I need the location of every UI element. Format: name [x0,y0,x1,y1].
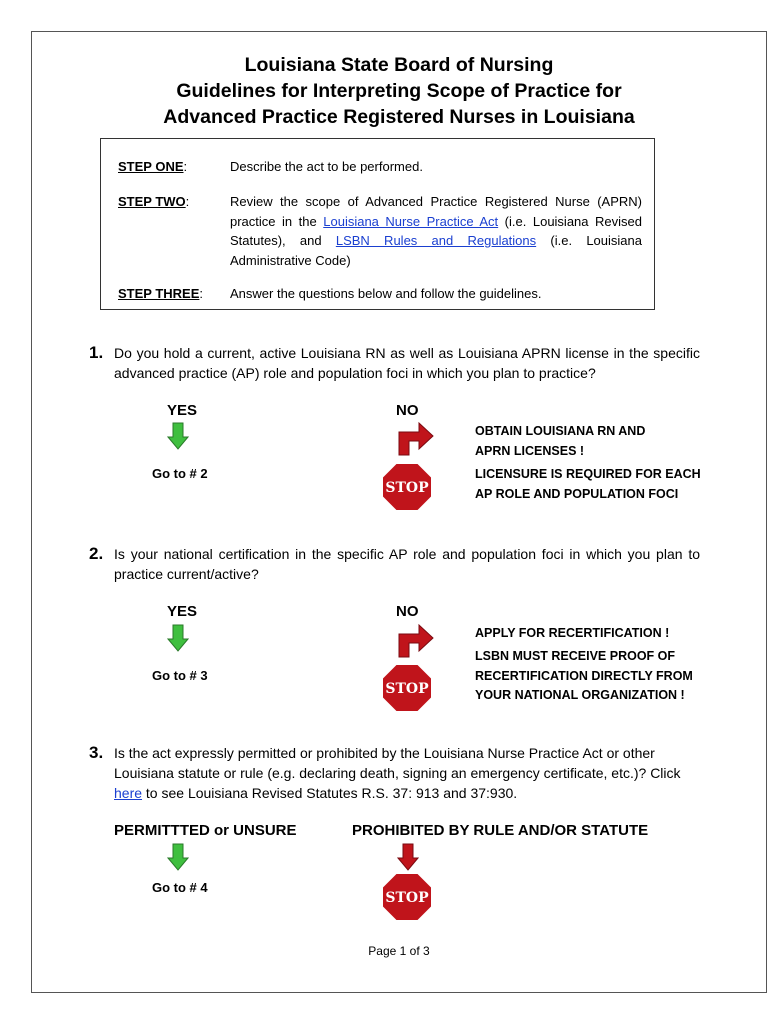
page-title [31,52,767,130]
steps-box: STEP ONE: Describe the act to be performed. STEP TWO: Review the scope of Advanced Practice Registered Nurse (APRN) practice in the Louisiana Nurse Practice Act (i.e. Louisiana Revised Statutes), and LSBN Rules and Regulations (i.e. Louisiana Administrative Code) STEP THREE: Answer the questions below and follow the guidelines. [100,138,655,310]
here-link[interactable]: here [114,785,143,801]
step-two-text: Review the scope of Advanced Practice Registered Nurse (APRN) practice in the Louisiana Nurse Practice Act (i.e. Louisiana Revised Statutes), and LSBN Rules and Regulations (i.e. Louisiana Administrative Code) [230,194,642,268]
q3-prohibited-label: PROHIBITED BY RULE AND/OR STATUTE [352,822,649,839]
question-1 [90,343,700,383]
stop-sign-text: STOP [385,681,429,697]
q2-no-label: NO [396,603,419,620]
red-turn-arrow-icon [393,618,435,658]
green-down-arrow-icon [167,422,189,450]
stop-sign-icon [381,872,433,922]
q1-goto: Go to # 2 [152,466,208,481]
q2-note-1: APPLY FOR RECERTIFICATION ! [475,626,670,640]
q3-goto: Go to # 4 [152,880,208,895]
q1-yes-label: YES [167,402,198,419]
step-three-label: STEP THREE [118,286,200,301]
title-line-1: Louisiana State Board of Nursing [244,54,554,76]
stop-sign-icon [381,462,433,512]
question-1-text: Do you hold a current, active Louisiana RN as well as Louisiana APRN license in the specific advanced practice (AP) role and population foci in which you plan to practice? [114,345,700,381]
question-2-text: Is your national certification in the specific AP role and population foci in which you plan to practice current/active? [114,546,700,582]
step-two-label: STEP TWO [118,194,186,209]
question-1-number: 1. [89,343,104,362]
question-3 [90,743,700,803]
page-footer: Page 1 of 3 [368,944,430,958]
green-down-arrow-icon [167,624,189,652]
step-one-label: STEP ONE [118,159,184,174]
q2-yes-label: YES [167,603,198,620]
question-3-number: 3. [89,743,104,762]
red-down-arrow-icon [397,843,419,871]
stop-sign-text: STOP [385,480,429,496]
q2-note-2: LSBN MUST RECEIVE PROOF OF RECERTIFICATION DIRECTLY FROM YOUR NATIONAL ORGANIZATION ! [475,649,693,702]
step-one-text: Describe the act to be performed. [230,159,423,174]
title-line-2: Guidelines for Interpreting Scope of Practice for [176,80,622,102]
stop-sign-icon [381,663,433,713]
question-3-text: Is the act expressly permitted or prohibited by the Louisiana Nurse Practice Act or other Louisiana statute or rule (e.g. declaring death, signing an emergency certificate, etc.)? Click here to see Louisiana Revised Statutes R.S. 37: 913 and 37:930. [114,745,681,801]
q1-note-2: LICENSURE IS REQUIRED FOR EACH AP ROLE AND POPULATION FOCI [475,467,701,501]
question-2 [90,544,700,584]
stop-sign-text: STOP [385,890,429,906]
step-three-text: Answer the questions below and follow the guidelines. [230,286,542,301]
q1-no-label: NO [396,402,419,419]
red-turn-arrow-icon [393,416,435,456]
question-2-number: 2. [89,544,104,563]
lsbn-rules-link[interactable]: LSBN Rules and Regulations [335,233,537,248]
q2-goto: Go to # 3 [152,668,208,683]
title-line-3: Advanced Practice Registered Nurses in Louisiana [163,106,635,128]
q1-note-1: OBTAIN LOUISIANA RN AND APRN LICENSES ! [475,424,646,458]
nurse-practice-act-link[interactable]: Louisiana Nurse Practice Act [323,213,499,229]
q3-permitted-label: PERMITTTED or UNSURE [114,822,297,839]
green-down-arrow-icon [167,843,189,871]
